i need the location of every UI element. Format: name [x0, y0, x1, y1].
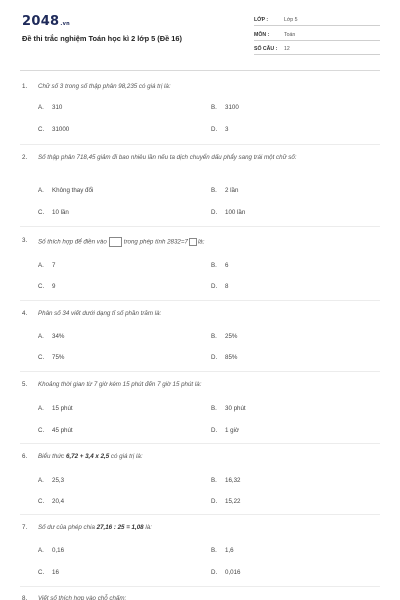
question-number: 6.	[22, 453, 28, 460]
option-b[interactable]: B. 16,32	[211, 477, 241, 484]
option-a[interactable]: A. 25,3	[38, 477, 65, 484]
option-b[interactable]: B. 6	[211, 262, 229, 269]
option-c[interactable]: C. 10 lần	[38, 209, 69, 216]
option-a[interactable]: A. 34%	[38, 333, 65, 340]
blank-box-icon	[189, 238, 197, 246]
question-separator	[20, 226, 380, 227]
question-text: Chữ số 3 trong số thập phân 98,235 có giá trị là:	[38, 83, 171, 90]
question-separator	[20, 443, 380, 444]
question-separator	[20, 144, 380, 145]
option-a[interactable]: A. 310	[38, 104, 63, 111]
exam-title: Đề thi trắc nghiệm Toán học kì 2 lớp 5 (Đề 16)	[22, 34, 182, 43]
option-b[interactable]: B. 2 lần	[211, 187, 239, 194]
question-text: Biểu thức 6,72 + 3,4 x 2,5 có giá trị là:	[38, 453, 143, 460]
option-c[interactable]: C. 16	[38, 569, 59, 576]
option-c[interactable]: C. 31000	[38, 126, 70, 133]
question-separator	[20, 371, 380, 372]
option-b[interactable]: B. 1,6	[211, 547, 234, 554]
option-a[interactable]: A. Không thay đổi	[38, 187, 94, 194]
question-number: 2.	[22, 154, 28, 161]
question-text: Phân số 34 viết dưới dạng tỉ số phần trăm là:	[38, 310, 162, 317]
page-header	[0, 0, 400, 80]
option-b[interactable]: B. 30 phút	[211, 405, 246, 412]
option-c[interactable]: C. 20,4	[38, 498, 65, 505]
question-text: Số thập phân 718,45 giảm đi bao nhiêu lần nếu ta dịch chuyển dấu phẩy sang trái một chữ số:	[38, 154, 297, 161]
option-a[interactable]: A. 0,16	[38, 547, 65, 554]
option-b[interactable]: B. 25%	[211, 333, 238, 340]
option-a[interactable]: A. 15 phút	[38, 405, 73, 412]
question-text: Khoảng thời gian từ 7 giờ kém 15 phút đến 7 giờ 15 phút là:	[38, 381, 202, 388]
option-d[interactable]: D. 3	[211, 126, 229, 133]
question-number: 1.	[22, 83, 28, 90]
site-logo[interactable]: 2048.vn	[22, 14, 71, 29]
blank-box-icon	[109, 237, 122, 247]
meta-subject: MÔN : Toán	[254, 29, 380, 41]
question-text: Số dư của phép chia 27,16 : 25 = 1,08 là:	[38, 524, 152, 531]
meta-class: LỚP : Lớp 5	[254, 14, 380, 26]
question-number: 8.	[22, 595, 28, 600]
option-c[interactable]: C. 45 phút	[38, 427, 73, 434]
question-separator	[20, 586, 380, 587]
option-d[interactable]: D. 8	[211, 283, 229, 290]
option-c[interactable]: C. 75%	[38, 354, 65, 361]
question-text: Số thích hợp để điền vào trong phép tính 2832=7 là:	[38, 238, 205, 246]
header-divider	[20, 70, 380, 71]
option-d[interactable]: D. 85%	[211, 354, 238, 361]
question-number: 4.	[22, 310, 28, 317]
option-c[interactable]: C. 9	[38, 283, 56, 290]
option-d[interactable]: D. 100 lần	[211, 209, 246, 216]
question-separator	[20, 300, 380, 301]
question-separator	[20, 514, 380, 515]
option-d[interactable]: D. 15,22	[211, 498, 241, 505]
question-number: 5.	[22, 381, 28, 388]
question-text: Viết số thích hợp vào chỗ chấm:	[38, 595, 127, 600]
option-d[interactable]: D. 0,016	[211, 569, 241, 576]
option-a[interactable]: A. 7	[38, 262, 56, 269]
question-number: 7.	[22, 524, 28, 531]
meta-question-count: SỐ CÂU : 12	[254, 43, 380, 55]
option-d[interactable]: D. 1 giờ	[211, 427, 240, 434]
option-b[interactable]: B. 3100	[211, 104, 239, 111]
question-number: 3.	[22, 237, 28, 244]
